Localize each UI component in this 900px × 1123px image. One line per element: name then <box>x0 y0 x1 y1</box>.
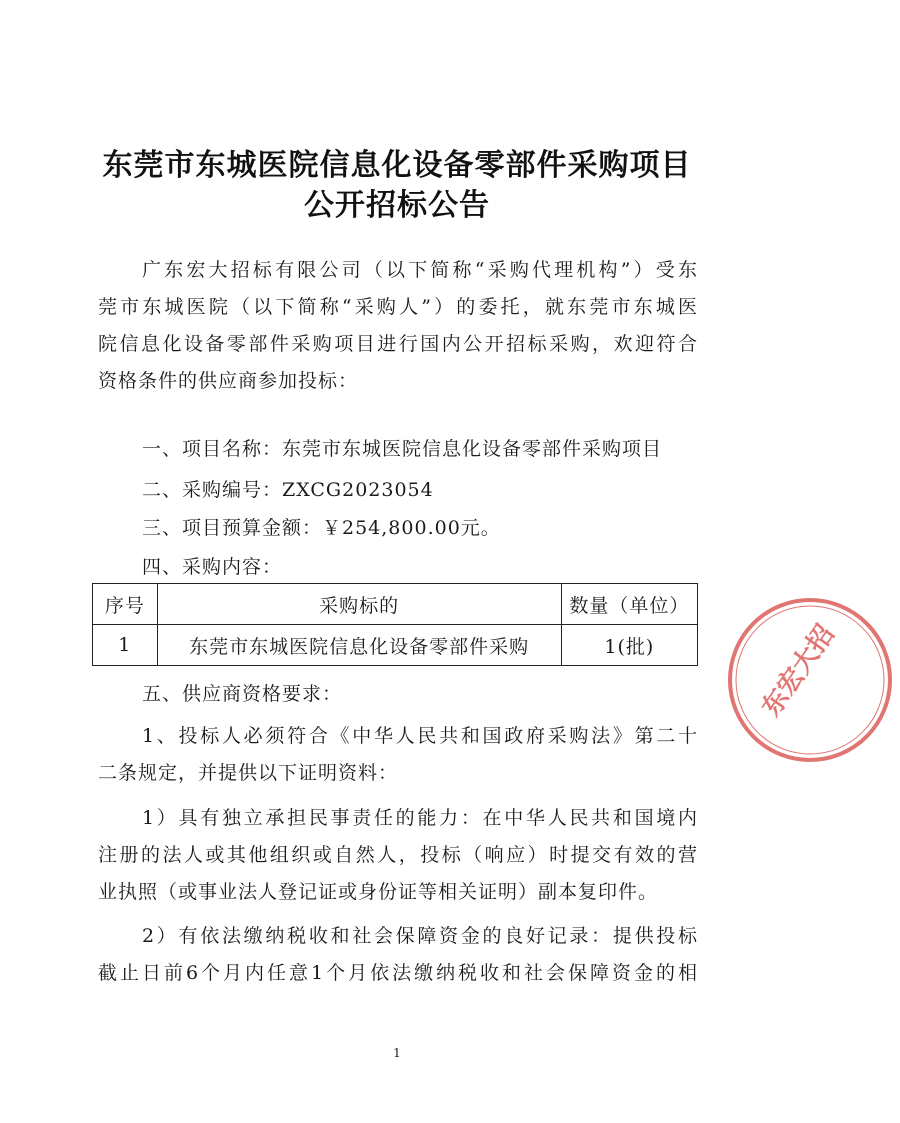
table-cell: 1(批) <box>561 625 697 666</box>
table-header-cell: 数量（单位） <box>561 584 697 625</box>
budget-amount: 三、项目预算金额：￥254,800.00元。 <box>142 517 501 539</box>
qualification-line: 截止日前6个月内任意1个月依法缴纳税收和社会保障资金的相 <box>98 962 698 984</box>
qualification-line: 业执照（或事业法人登记证或身份证等相关证明）副本复印件。 <box>98 881 659 903</box>
page-number: 1 <box>393 1046 401 1060</box>
document-title-line-1: 东莞市东城医院信息化设备零部件采购项目 <box>102 148 692 183</box>
qualification-line: 二条规定，并提供以下证明资料： <box>98 762 399 784</box>
table-header-cell: 序号 <box>93 584 158 625</box>
table-header-cell: 采购标的 <box>157 584 561 625</box>
project-name: 一、项目名称：东莞市东城医院信息化设备零部件采购项目 <box>142 438 663 460</box>
procurement-number: 二、采购编号：ZXCG2023054 <box>142 479 434 501</box>
qualifications-heading: 五、供应商资格要求： <box>142 683 343 705</box>
table-header-row <box>93 584 698 625</box>
qualification-line: 注册的法人或其他组织或自然人，投标（响应）时提交有效的营 <box>98 844 698 866</box>
table-row <box>93 625 698 666</box>
company-seal-stamp <box>720 590 900 770</box>
document-title-line-2: 公开招标公告 <box>304 188 490 223</box>
qualification-line: 1）具有独立承担民事责任的能力：在中华人民共和国境内 <box>142 807 698 829</box>
svg-text:东宏大招: 东宏大招 <box>756 619 841 723</box>
intro-line: 广东宏大招标有限公司（以下简称“采购代理机构”）受东 <box>142 259 698 281</box>
qualification-line: 2）有依法缴纳税收和社会保障资金的良好记录：提供投标 <box>142 925 698 947</box>
table-cell: 1 <box>93 625 158 666</box>
intro-line: 资格条件的供应商参加投标： <box>98 370 359 392</box>
procurement-table <box>92 583 698 666</box>
procurement-content-heading: 四、采购内容： <box>142 556 283 578</box>
table-cell: 东莞市东城医院信息化设备零部件采购 <box>157 625 561 666</box>
qualification-line: 1、投标人必须符合《中华人民共和国政府采购法》第二十 <box>142 725 698 747</box>
intro-line: 院信息化设备零部件采购项目进行国内公开招标采购，欢迎符合 <box>98 333 698 355</box>
intro-line: 莞市东城医院（以下简称“采购人”）的委托，就东莞市东城医 <box>98 296 698 318</box>
